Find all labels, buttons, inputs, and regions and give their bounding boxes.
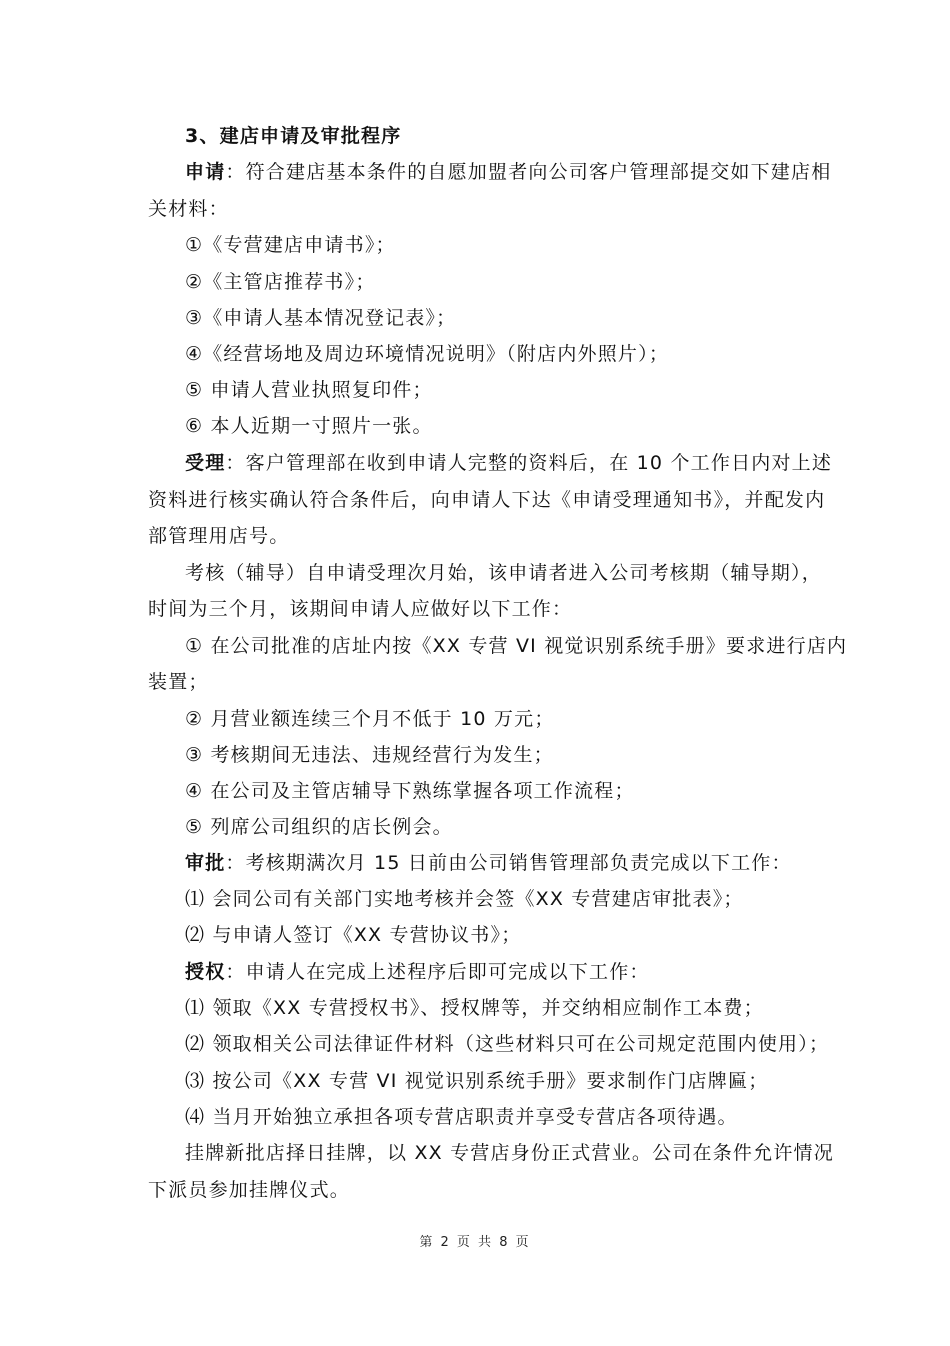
assess-item-1-line-1: ① 在公司批准的店址内按《XX 专营 VI 视觉识别系统手册》要求进行店内 (185, 635, 848, 657)
assess-item-4: ④ 在公司及主管店辅导下熟练掌握各项工作流程； (185, 780, 635, 802)
approve-label: 审批 (185, 852, 226, 874)
approve-paragraph (185, 851, 808, 875)
authorize-item-2: ⑵ 领取相关公司法律证件材料（这些材料只可在公司规定范围内使用）； (185, 1033, 830, 1055)
authorize-item-1: ⑴ 领取《XX 专营授权书》、授权牌等，并交纳相应制作工本费； (185, 997, 764, 1019)
accept-paragraph-line-3: 部管理用店号。 (148, 525, 290, 547)
assess-paragraph-line-2: 时间为三个月，该期间申请人应做好以下工作： (148, 598, 573, 620)
accept-label: 受理 (185, 452, 226, 474)
apply-item-4: ④《经营场地及周边环境情况说明》（附店内外照片）； (185, 343, 670, 365)
authorize-label: 授权 (185, 961, 226, 983)
apply-item-6: ⑥ 本人近期一寸照片一张。 (185, 415, 433, 437)
hang-paragraph-line-2: 下派员参加挂牌仪式。 (148, 1179, 351, 1201)
assess-item-5: ⑤ 列席公司组织的店长例会。 (185, 816, 453, 838)
accept-paragraph-line-1 (185, 451, 833, 475)
apply-item-3: ③《申请人基本情况登记表》； (185, 307, 457, 329)
accept-text: ：客户管理部在收到申请人完整的资料后，在 10 个工作日内对上述 (225, 452, 833, 474)
authorize-item-3: ⑶ 按公司《XX 专营 VI 视觉识别系统手册》要求制作门店牌匾； (185, 1070, 769, 1092)
apply-item-1: ①《专营建店申请书》； (185, 234, 396, 256)
accept-paragraph-line-2: 资料进行核实确认符合条件后，向申请人下达《申请受理通知书》，并配发内 (148, 489, 826, 511)
section-title: 3、建店申请及审批程序 (185, 125, 402, 147)
assess-item-2: ② 月营业额连续三个月不低于 10 万元； (185, 708, 555, 730)
page-footer: 第 2 页 共 8 页 (419, 1235, 531, 1250)
apply-item-5: ⑤ 申请人营业执照复印件； (185, 379, 433, 401)
apply-paragraph-line-1 (185, 160, 832, 184)
assess-item-1-line-2: 装置； (148, 671, 209, 693)
authorize-item-4: ⑷ 当月开始独立承担各项专营店职责并享受专营店各项待遇。 (185, 1106, 738, 1128)
apply-item-2: ②《主管店推荐书》； (185, 271, 376, 293)
hang-paragraph-line-1: 挂牌新批店择日挂牌，以 XX 专营店身份正式营业。公司在条件允许情况 (185, 1142, 834, 1164)
approve-item-1: ⑴ 会同公司有关部门实地考核并会签《XX 专营建店审批表》； (185, 888, 744, 910)
apply-label: 申请 (185, 161, 226, 183)
apply-paragraph-line-2: 关材料： (148, 198, 229, 220)
approve-text: ：考核期满次月 15 日前由公司销售管理部负责完成以下工作： (225, 852, 792, 874)
apply-text: ：符合建店基本条件的自愿加盟者向公司客户管理部提交如下建店相 (225, 161, 832, 183)
assess-paragraph-line-1: 考核（辅导）自申请受理次月始，该申请者进入公司考核期（辅导期）， (185, 562, 822, 584)
assess-item-3: ③ 考核期间无违法、违规经营行为发生； (185, 744, 554, 766)
authorize-paragraph (185, 960, 808, 984)
approve-item-2: ⑵ 与申请人签订《XX 专营协议书》； (185, 924, 522, 946)
authorize-text: ：申请人在完成上述程序后即可完成以下工作： (225, 961, 650, 983)
